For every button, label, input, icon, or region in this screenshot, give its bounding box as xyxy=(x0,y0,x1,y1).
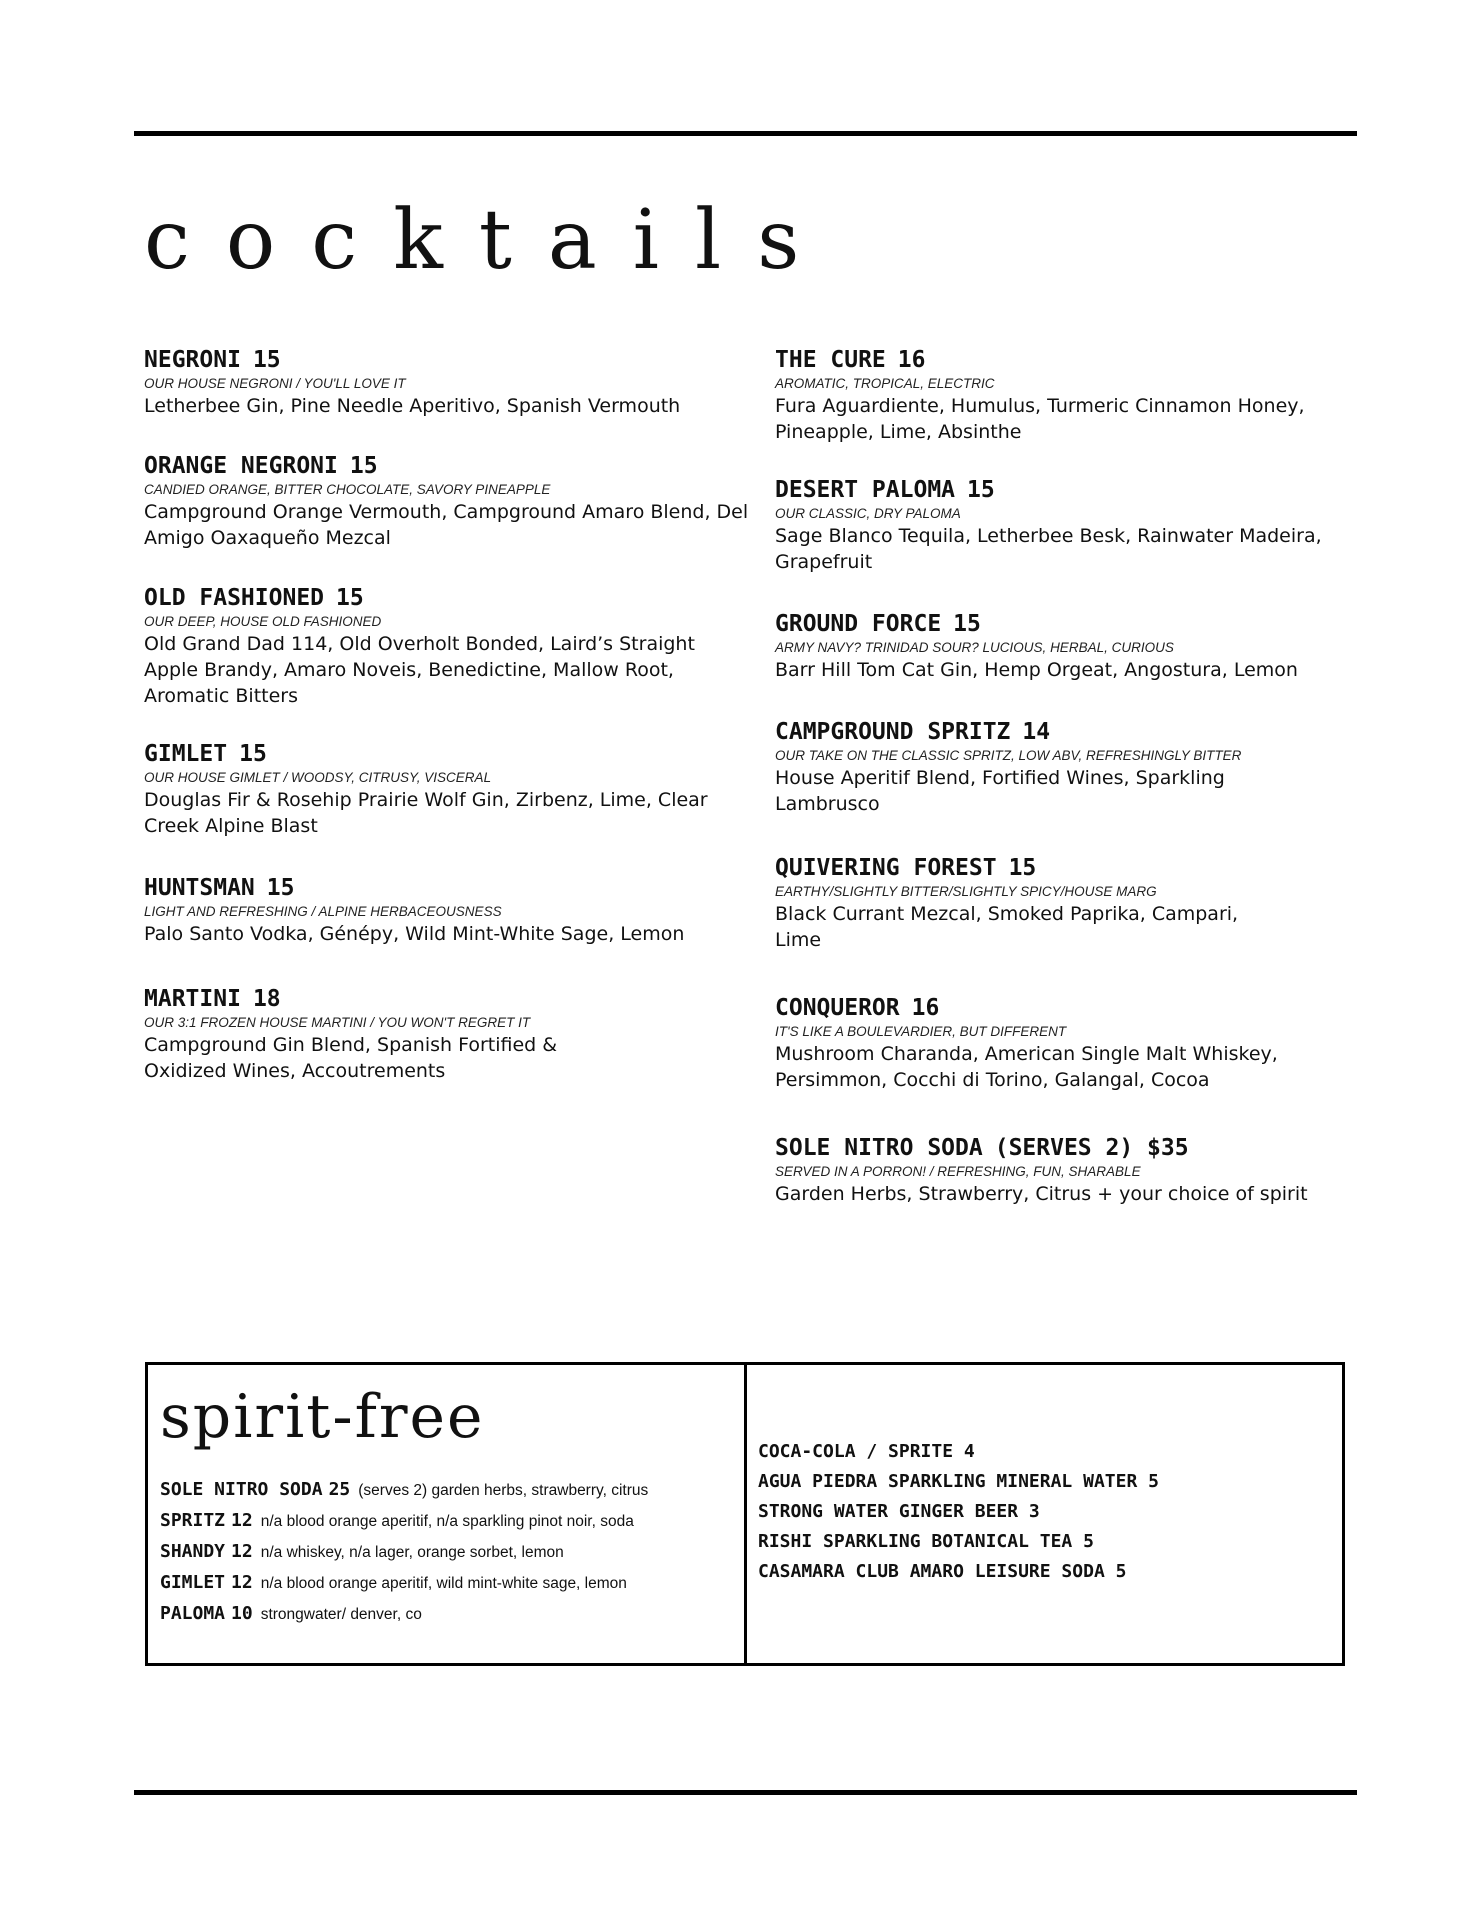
cocktail-item xyxy=(144,346,754,452)
spirit-free-name: PALOMA xyxy=(160,1603,226,1624)
cocktail-name: HUNTSMAN xyxy=(144,875,255,901)
cocktail-description: OUR HOUSE NEGRONI / YOU'LL LOVE IT xyxy=(144,376,406,391)
spirit-free-price: 10 xyxy=(231,1603,253,1624)
cocktail-ingredients: Mushroom Charanda, American Single Malt Whiskey, Persimmon, Cocchi di Torino, Galangal, Cocoa xyxy=(775,1043,1278,1091)
cocktail-item xyxy=(144,985,614,1084)
spirit-free-name: SPRITZ xyxy=(160,1510,226,1531)
cocktail-price: 15 xyxy=(336,585,364,611)
cocktail-ingredients: Campground Gin Blend, Spanish Fortified & Oxidized Wines, Accoutrements xyxy=(144,1034,558,1082)
cocktail-price: 15 xyxy=(239,741,267,767)
cocktail-description: OUR CLASSIC, DRY PALOMA xyxy=(775,506,961,521)
page-title: cocktails xyxy=(144,193,836,288)
top-rule xyxy=(134,131,1357,136)
cocktail-price: 15 xyxy=(266,875,295,901)
spirit-free-price: 12 xyxy=(231,1541,253,1562)
box-divider xyxy=(744,1365,747,1663)
cocktail-name: CAMPGROUND SPRITZ xyxy=(775,719,1011,745)
cocktail-description: EARTHY/SLIGHTLY BITTER/SLIGHTLY SPICY/HOUSE MARG xyxy=(775,884,1157,899)
cocktail-name: QUIVERING FOREST xyxy=(775,855,997,881)
cocktail-name: GIMLET xyxy=(144,741,228,767)
cocktail-name: DESERT PALOMA xyxy=(775,477,956,503)
spirit-free-box xyxy=(145,1362,1345,1666)
spirit-free-description: n/a blood orange aperitif, n/a sparkling pinot noir, soda xyxy=(260,1513,634,1530)
cocktail-name: MARTINI xyxy=(144,986,241,1012)
cocktail-price: 15 xyxy=(953,611,981,637)
cocktail-name: SOLE NITRO SODA xyxy=(775,1135,983,1161)
cocktail-name-line xyxy=(775,476,1375,504)
spirit-free-price: 25 xyxy=(328,1479,351,1500)
cocktail-column-right xyxy=(775,346,1375,1207)
cocktail-name-line xyxy=(144,346,754,374)
spirit-free-item xyxy=(160,1506,740,1537)
cocktail-ingredients: Letherbee Gin, Pine Needle Aperitivo, Spanish Vermouth xyxy=(144,395,681,417)
cocktail-name-line xyxy=(775,994,1375,1022)
cocktail-price: 15 xyxy=(252,347,281,373)
soft-drink-item: RISHI SPARKLING BOTANICAL TEA 5 xyxy=(758,1531,1094,1552)
spirit-free-item xyxy=(160,1537,740,1568)
cocktail-name-line xyxy=(775,610,1375,638)
cocktail-price: (SERVES 2) $35 xyxy=(994,1135,1189,1161)
cocktail-name-line xyxy=(144,874,754,902)
spirit-free-name: SOLE NITRO SODA xyxy=(160,1479,323,1500)
cocktail-ingredients: House Aperitif Blend, Fortified Wines, Sparkling Lambrusco xyxy=(775,767,1225,815)
soft-drinks-list xyxy=(758,1437,1338,1587)
cocktail-item xyxy=(144,584,754,740)
cocktail-item xyxy=(775,346,1375,476)
cocktail-ingredients: Fura Aguardiente, Humulus, Turmeric Cinnamon Honey, Pineapple, Lime, Absinthe xyxy=(775,395,1305,443)
cocktail-description: LIGHT AND REFRESHING / ALPINE HERBACEOUSNESS xyxy=(144,904,502,919)
cocktail-price: 15 xyxy=(1008,855,1037,881)
soft-drink-item: STRONG WATER GINGER BEER 3 xyxy=(758,1501,1040,1522)
cocktail-name-line xyxy=(775,346,1375,374)
cocktail-description: ARMY NAVY? TRINIDAD SOUR? LUCIOUS, HERBAL, CURIOUS xyxy=(775,640,1174,655)
cocktail-name: GROUND FORCE xyxy=(775,611,942,637)
spirit-free-name: SHANDY xyxy=(160,1541,226,1562)
cocktail-item xyxy=(775,994,1375,1134)
soft-drink-item: AGUA PIEDRA SPARKLING MINERAL WATER 5 xyxy=(758,1471,1159,1492)
cocktail-item xyxy=(775,610,1375,718)
cocktail-description: OUR HOUSE GIMLET / WOODSY, CITRUSY, VISCERAL xyxy=(144,770,492,785)
spirit-free-list xyxy=(160,1475,740,1630)
spirit-free-description: strongwater/ denver, co xyxy=(260,1606,422,1623)
cocktail-item xyxy=(144,874,754,985)
spirit-free-description: (serves 2) garden herbs, strawberry, citrus xyxy=(358,1482,649,1499)
cocktail-price: 16 xyxy=(911,995,940,1021)
spirit-free-price: 12 xyxy=(231,1510,253,1531)
cocktail-item xyxy=(144,452,754,584)
cocktail-name-line xyxy=(775,718,1275,746)
cocktail-column-left xyxy=(144,346,754,1084)
cocktail-price: 14 xyxy=(1022,719,1051,745)
cocktail-description: CANDIED ORANGE, BITTER CHOCOLATE, SAVORY PINEAPPLE xyxy=(144,482,551,497)
cocktail-description: AROMATIC, TROPICAL, ELECTRIC xyxy=(775,376,995,391)
cocktail-description: SERVED IN A PORRON! / REFRESHING, FUN, SHARABLE xyxy=(775,1164,1141,1179)
spirit-free-title: spirit-free xyxy=(160,1382,485,1452)
cocktail-description: IT'S LIKE A BOULEVARDIER, BUT DIFFERENT xyxy=(775,1024,1067,1039)
cocktail-name: ORANGE NEGRONI xyxy=(144,453,338,479)
soft-drink-item: CASAMARA CLUB AMARO LEISURE SODA 5 xyxy=(758,1561,1127,1582)
cocktail-price: 16 xyxy=(897,347,926,373)
cocktail-description: OUR DEEP, HOUSE OLD FASHIONED xyxy=(144,614,382,629)
cocktail-name-line xyxy=(775,1134,1375,1162)
cocktail-name-line xyxy=(144,740,754,768)
cocktail-item xyxy=(775,1134,1375,1207)
cocktail-name: THE CURE xyxy=(775,347,886,373)
cocktail-ingredients: Palo Santo Vodka, Génépy, Wild Mint-White Sage, Lemon xyxy=(144,923,685,945)
spirit-free-description: n/a blood orange aperitif, wild mint-white sage, lemon xyxy=(260,1575,627,1592)
spirit-free-name: GIMLET xyxy=(160,1572,226,1593)
spirit-free-price: 12 xyxy=(231,1572,253,1593)
cocktail-name: NEGRONI xyxy=(144,347,241,373)
cocktail-ingredients: Old Grand Dad 114, Old Overholt Bonded, Laird’s Straight Apple Brandy, Amaro Noveis, Benedictine, Mallow Root, Aromatic Bitters xyxy=(144,633,695,707)
cocktail-ingredients: Black Currant Mezcal, Smoked Paprika, Campari, Lime xyxy=(775,903,1239,951)
cocktail-name-line xyxy=(775,854,1275,882)
cocktail-ingredients: Garden Herbs, Strawberry, Citrus + your choice of spirit xyxy=(775,1183,1308,1205)
spirit-free-item xyxy=(160,1599,740,1630)
spirit-free-item xyxy=(160,1475,740,1506)
cocktail-name: CONQUEROR xyxy=(775,995,900,1021)
cocktail-price: 18 xyxy=(252,986,281,1012)
soft-drink-item: COCA-COLA / SPRITE 4 xyxy=(758,1441,975,1462)
cocktail-description: OUR 3:1 FROZEN HOUSE MARTINI / YOU WON'T REGRET IT xyxy=(144,1015,531,1030)
cocktail-item xyxy=(775,476,1375,610)
cocktail-name-line xyxy=(144,452,754,480)
cocktail-description: OUR TAKE ON THE CLASSIC SPRITZ, LOW ABV, REFRESHINGLY BITTER xyxy=(775,748,1242,763)
cocktail-name-line xyxy=(144,985,614,1013)
cocktail-ingredients: Campground Orange Vermouth, Campground Amaro Blend, Del Amigo Oaxaqueño Mezcal xyxy=(144,501,749,549)
bottom-rule xyxy=(134,1790,1357,1795)
cocktail-ingredients: Douglas Fir & Rosehip Prairie Wolf Gin, Zirbenz, Lime, Clear Creek Alpine Blast xyxy=(144,789,708,837)
spirit-free-description: n/a whiskey, n/a lager, orange sorbet, lemon xyxy=(260,1544,564,1561)
spirit-free-item xyxy=(160,1568,740,1599)
cocktail-price: 15 xyxy=(967,477,995,503)
cocktail-item xyxy=(775,854,1275,994)
cocktail-ingredients: Barr Hill Tom Cat Gin, Hemp Orgeat, Angostura, Lemon xyxy=(775,659,1298,681)
cocktail-name: OLD FASHIONED xyxy=(144,585,325,611)
cocktail-item xyxy=(775,718,1275,854)
cocktail-name-line xyxy=(144,584,754,612)
cocktail-ingredients: Sage Blanco Tequila, Letherbee Besk, Rainwater Madeira, Grapefruit xyxy=(775,525,1322,573)
cocktail-price: 15 xyxy=(349,453,378,479)
cocktail-item xyxy=(144,740,754,874)
